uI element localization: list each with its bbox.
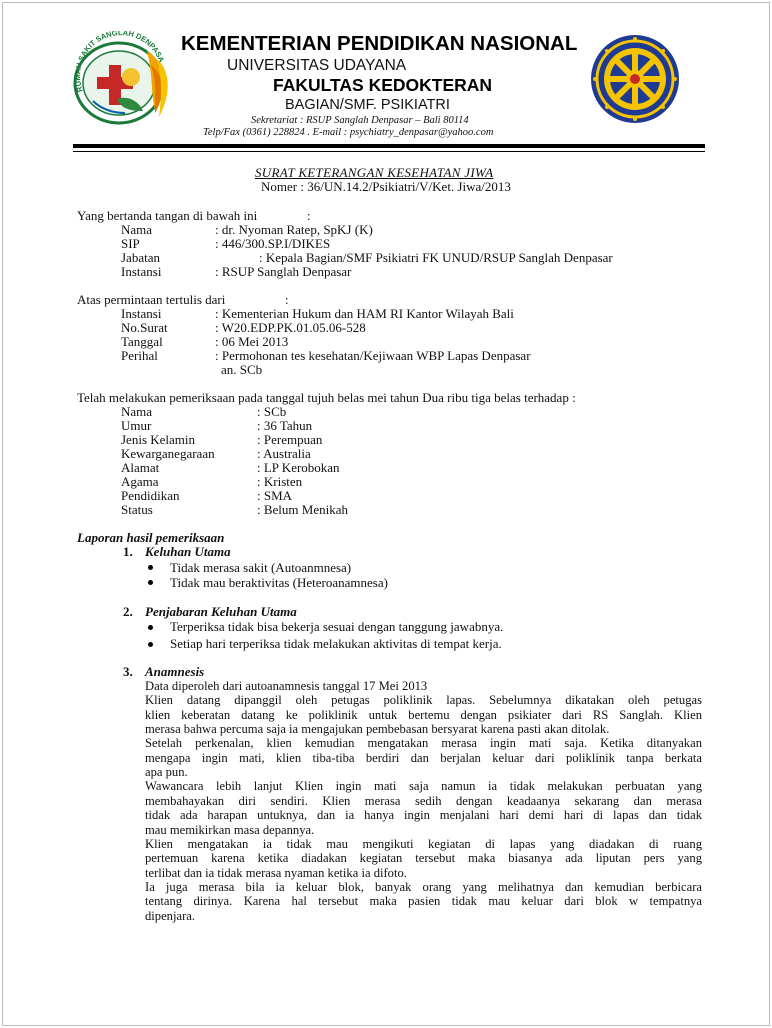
patient-label: Jenis Kelamin [121,432,196,447]
request-intro: Atas permintaan tertulis dari [77,292,226,307]
bullet-text: Tidak mau beraktivitas (Heteroanamnesa) [170,575,388,590]
signer-label: Nama [121,222,153,237]
anamnesis-line: tidak ada harapan untuknya, dan ia hanya ingin menjalani hari demi hari di lapas dan tidak [145,808,702,823]
signer-value: : 446/300.SP.I/DIKES [215,236,331,251]
section-title: Keluhan Utama [145,544,231,559]
anamnesis-line: klien keberatan datang ke poliklinik untuk bertemu dengan psikiater dari RS Sanglah. Klien [145,707,702,722]
signer-value: : Kepala Bagian/SMF Psikiatri FK UNUD/RSUP Sanglah Denpasar [259,250,613,265]
section-number: 2. [123,604,133,619]
university-logo [589,33,681,125]
report-heading: Laporan hasil pemeriksaan [77,530,225,545]
anamnesis-line: Klien datang dipanggil oleh petugas poliklinik lapas. Sebelumnya dikatakan oleh petugas [145,693,702,708]
request-value: : 06 Mei 2013 [215,334,289,349]
signer-intro: Yang bertanda tangan di bawah ini [77,208,258,223]
request-value: : Permohonan tes kesehatan/Kejiwaan WBP Lapas Denpasar [215,348,531,363]
anamnesis-line: Wawancara lebih lanjut Klien ingin mati saja namun ia tidak melakukan perbuatan yang [145,779,702,794]
bullet-dot [148,625,153,630]
patient-value: : LP Kerobokan [257,460,340,475]
anamnesis-line: Klien mengatakan ia tidak mau mengikuti kegiatan di lapas yang diadakan di ruang [145,836,702,851]
signer-label: Instansi [121,264,162,279]
section-title: Anamnesis [145,664,205,679]
patient-label: Status [121,502,153,517]
patient-value: : Australia [257,446,311,461]
request-label: Perihal [121,348,158,363]
request-value: : Kementerian Hukum dan HAM RI Kantor Wilayah Bali [215,306,514,321]
anamnesis-line: merasa bahwa percuma saja ia mengajukan pembebasan bersyarat karena pasti akan ditolak. [145,722,610,737]
anamnesis-line: pertemuan karena ketika diadakan kegiatan tersebut maka biasanya ada liputan pers yang [145,851,702,866]
hospital-logo-arc-text: RUMAH SAKIT SANGLAH DENPASA [73,31,167,94]
signer-label: Jabatan [121,250,160,265]
letterhead-ministry: KEMENTERIAN PENDIDIKAN NASIONAL [181,32,578,55]
patient-value: : Belum Menikah [257,502,348,517]
document-number: Nomer : 36/UN.14.2/Psikiatri/V/Ket. Jiwa/2013 [261,179,511,194]
patient-label: Umur [121,418,152,433]
request-label: Tanggal [121,334,163,349]
university-logo-icon [589,33,681,125]
anamnesis-line: apa pun. [145,765,188,780]
bullet-dot [148,580,153,585]
request-perihal-line2: an. SCb [221,362,263,377]
signer-intro-colon: : [307,208,311,223]
letterhead-secretariat: Sekretariat : RSUP Sanglah Denpasar – Bali 80114 [251,115,469,126]
request-label: Instansi [121,306,162,321]
request-intro-colon: : [285,292,289,307]
patient-label: Alamat [121,460,160,475]
letterhead-faculty: FAKULTAS KEDOKTERAN [273,75,493,95]
letterhead-university: UNIVERSITAS UDAYANA [227,57,407,74]
patient-value: : 36 Tahun [257,418,313,433]
patient-value: : Perempuan [257,432,323,447]
request-label: No.Surat [121,320,168,335]
patient-value: : Kristen [257,474,303,489]
letterhead-rule-thin [73,151,705,152]
letterhead-rule-thick [73,144,705,148]
letterhead-department: BAGIAN/SMF. PSIKIATRI [285,97,450,113]
anamnesis-line: membahayakan diri sendiri. Klien merasa sedih dengan keadaanya sekarang dan merasa [145,793,702,808]
anamnesis-line: mengapa ingin mati, klien tiba-tiba berdiri dan berjalan keluar dari poliklinik tanpa berkata [145,750,702,765]
patient-intro: Telah melakukan pemeriksaan pada tanggal tujuh belas mei tahun Dua ribu tiga belas terhadap : [77,390,576,405]
hospital-logo-icon [69,31,173,127]
patient-value: : SCb [257,404,287,419]
letterhead-contact: Telp/Fax (0361) 228824 . E-mail : psychiatry_denpasar@yahoo.com [203,127,494,138]
signer-value: : dr. Nyoman Ratep, SpKJ (K) [215,222,373,237]
anamnesis-line: Setelah perkenalan, klien kemudian mengatakan merasa ingin mati saja. Ketika ditanyakan [145,736,702,751]
bullet-text: Tidak merasa sakit (Autoanmnesa) [170,560,352,575]
bullet-dot [148,642,153,647]
patient-value: : SMA [257,488,293,503]
hospital-logo [69,31,173,127]
section-number: 3. [123,664,133,679]
signer-value: : RSUP Sanglah Denpasar [215,264,352,279]
patient-label: Pendidikan [121,488,180,503]
anamnesis-line: Ia juga merasa bila ia keluar blok, banyak orang yang melihatnya dan kemudian berbicara [145,879,702,894]
anamnesis-line: tentang dirinya. Karena hal tersebut maka pasien tidak mau keluar dari blok w tempatnya [145,894,702,909]
anamnesis-line: Data diperoleh dari autoanamnesis tanggal 17 Mei 2013 [145,679,428,693]
anamnesis-line: mau memikirkan masa depannya. [145,822,315,837]
bullet-dot [148,565,153,570]
request-value: : W20.EDP.PK.01.05.06-528 [215,320,366,335]
patient-label: Kewarganegaraan [121,446,215,461]
patient-label: Agama [121,474,159,489]
section-title: Penjabaran Keluhan Utama [145,604,297,619]
bullet-text: Setiap hari terperiksa tidak melakukan aktivitas di tempat kerja. [170,636,502,651]
anamnesis-line: dipenjara. [145,908,195,923]
patient-label: Nama [121,404,153,419]
document-page [2,2,770,1026]
section-number: 1. [123,544,133,559]
anamnesis-line: terlibat dan ia tidak merasa nyaman ketika ia difoto. [145,865,407,880]
bullet-text: Terperiksa tidak bisa bekerja sesuai dengan tanggung jawabnya. [170,619,504,634]
document-title: SURAT KETERANGAN KESEHATAN JIWA [255,165,494,180]
signer-label: SIP [121,236,140,251]
